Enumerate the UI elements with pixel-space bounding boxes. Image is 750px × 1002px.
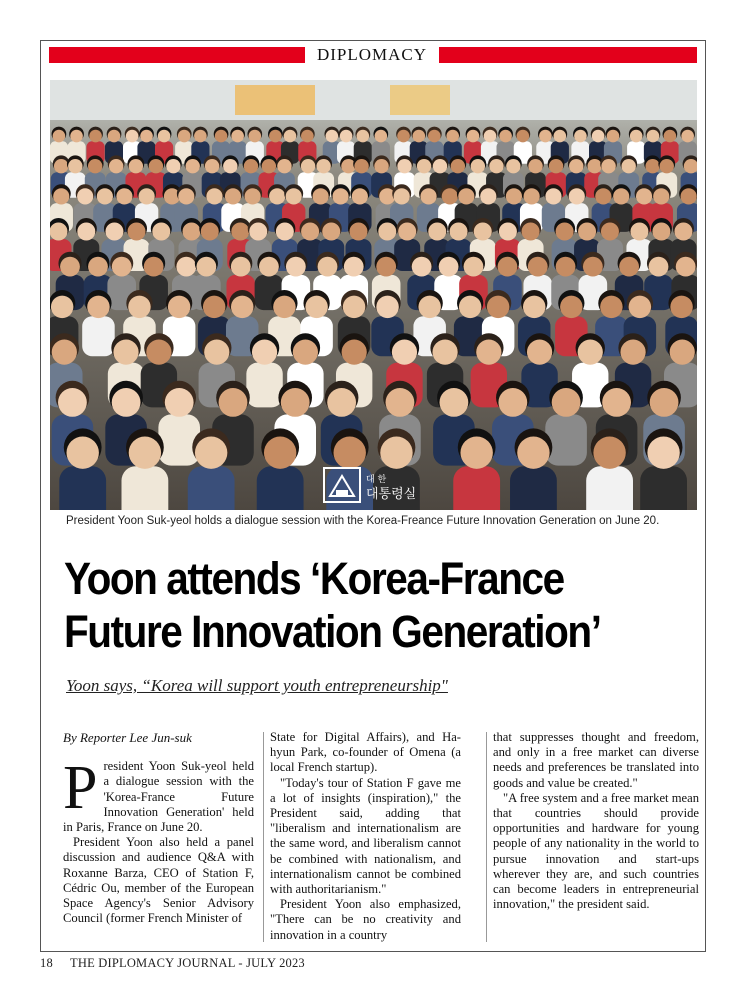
column-3	[493, 730, 699, 912]
svg-text:대 한: 대 한	[366, 475, 387, 485]
page-number: 18	[40, 956, 53, 970]
paragraph: President Yoon also held a panel discussion and audience Q&A with Roxanne Barza, CEO of Station F, Cédric Ou, member of the European Space Agency's Senior Advisory Council (former French Minister of	[63, 835, 254, 926]
section-header	[49, 45, 697, 65]
paragraph: "A free system and a free market mean that countries should provide opportunities and hardware for young people of any nationality in the world to pursue innovation and start-ups wherever they are, and such countries can become leaders in entrepreneurial innovation," the president said.	[493, 790, 699, 912]
svg-text:대통령실: 대통령실	[366, 487, 417, 502]
column-1	[63, 730, 254, 926]
column-2	[270, 730, 461, 943]
paragraph: that suppresses thought and freedom, and only in a free market can diverse needs and preferences be translated into goods and value be created."	[493, 730, 699, 790]
section-bar-left	[49, 47, 305, 63]
publication-name: THE DIPLOMACY JOURNAL - JULY 2023	[70, 956, 305, 970]
paragraph-text: resident Yoon Suk-yeol held a dialogue session with the 'Korea-France Future Innovation Generation' held in Paris, France on June 20.	[63, 759, 254, 835]
headline-line-2: Future Innovation Generation’	[64, 606, 601, 657]
group-photo	[50, 80, 697, 510]
section-bar-right	[439, 47, 697, 63]
drop-cap: P	[63, 754, 98, 823]
paragraph: "Today's tour of Station F gave me a lot of insights (inspiration)," the President said, adding that "liberalism and internationalism are the same word, and liberalism cannot be combined with nationalism, and internationalism cannot be combined with authoritarianism."	[270, 775, 461, 897]
paragraph	[63, 754, 254, 835]
paragraph: President Yoon also emphasized, "There can be no creativity and innovation in a country	[270, 897, 461, 942]
page-footer	[40, 956, 319, 971]
article-body	[63, 730, 699, 946]
presidential-office-logo	[322, 466, 434, 506]
byline: By Reporter Lee Jun-suk	[63, 730, 192, 745]
subheadline: Yoon says, “Korea will support youth entrepreneurship"	[66, 676, 448, 695]
headline-line-1: Yoon attends ‘Korea-France	[64, 553, 564, 604]
headline	[64, 552, 640, 658]
photo-caption: President Yoon Suk-yeol holds a dialogue session with the Korea-Freance Future Innovation Generation on June 20.	[66, 515, 660, 527]
paragraph: State for Digital Affairs), and Ha-hyun Park, co-founder of Omena (a local French startup).	[270, 730, 461, 775]
section-label: DIPLOMACY	[316, 45, 428, 64]
